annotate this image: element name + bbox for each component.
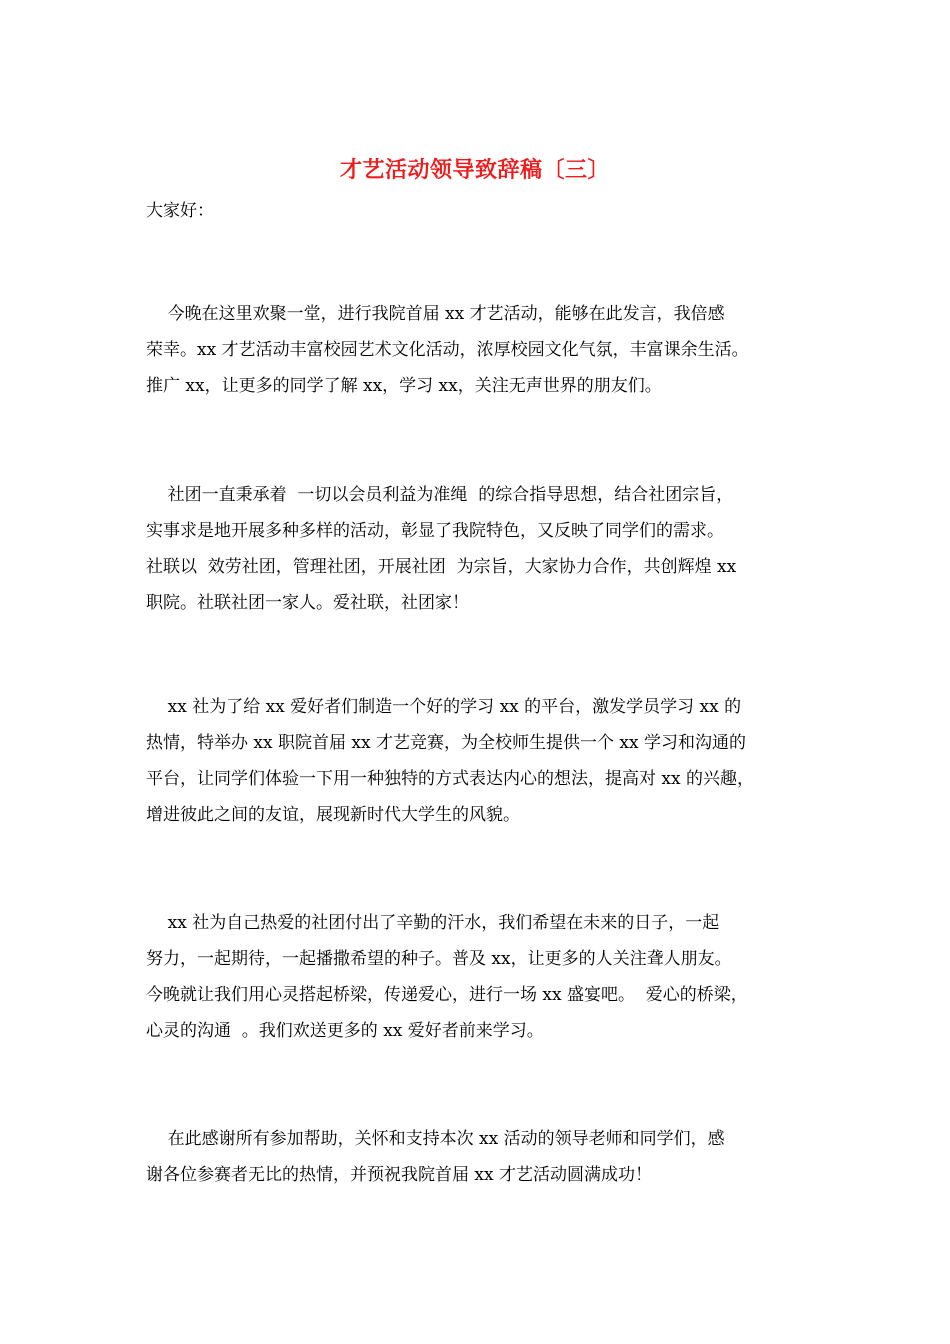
paragraph-line: 社联以 效劳社团，管理社团，开展社团 为宗旨，大家协力合作，共创辉煌 xx	[146, 557, 737, 577]
paragraph-line: 热情，特举办 xx 职院首届 xx 才艺竞赛，为全校师生提供一个 xx 学习和沟通的	[146, 733, 746, 753]
paragraph-line: 社团一直秉承着 一切以会员利益为准绳 的综合指导思想，结合社团宗旨，	[146, 485, 734, 505]
paragraph-1	[146, 296, 814, 404]
paragraph-line: 今晚就让我们用心灵搭起桥梁，传递爱心，进行一场 xx 盛宴吧。 爱心的桥梁，	[146, 985, 748, 1005]
paragraph-line: 平台，让同学们体验一下用一种独特的方式表达内心的想法，提高对 xx 的兴趣，	[146, 769, 754, 789]
document-title: 才艺活动领导致辞稿〔三〕	[339, 157, 610, 183]
greeting: 大家好：	[146, 201, 214, 221]
paragraph-line: 努力，一起期待，一起播撒希望的种子。普及 xx，让更多的人关注聋人朋友。	[146, 949, 732, 969]
paragraph-4	[146, 905, 814, 1049]
paragraph-line: xx 社为了给 xx 爱好者们制造一个好的学习 xx 的平台，激发学员学习 xx 的	[146, 697, 742, 717]
paragraph-line: 职院。社联社团一家人。爱社联，社团家！	[146, 593, 469, 613]
paragraph-line: xx 社为自己热爱的社团付出了辛勤的汗水，我们希望在未来的日子，一起	[146, 913, 720, 933]
paragraph-line: 今晚在这里欢聚一堂，进行我院首届 xx 才艺活动，能够在此发言，我倍感	[146, 304, 725, 324]
paragraph-3	[146, 689, 814, 833]
paragraph-line: 荣幸。xx 才艺活动丰富校园艺术文化活动，浓厚校园文化气氛，丰富课余生活。	[146, 340, 749, 360]
paragraph-line: 在此感谢所有参加帮助，关怀和支持本次 xx 活动的领导老师和同学们，感	[146, 1129, 725, 1149]
paragraph-line: 实事求是地开展多种多样的活动，彰显了我院特色，又反映了同学们的需求。	[146, 521, 724, 541]
paragraph-line: 谢各位参赛者无比的热情，并预祝我院首届 xx 才艺活动圆满成功！	[146, 1165, 652, 1185]
paragraph-line: 心灵的沟通 。我们欢送更多的 xx 爱好者前来学习。	[146, 1021, 544, 1041]
paragraph-line: 增进彼此之间的友谊，展现新时代大学生的风貌。	[146, 805, 520, 825]
paragraph-2	[146, 477, 814, 621]
paragraph-5	[146, 1121, 814, 1193]
paragraph-line: 推广 xx，让更多的同学了解 xx，学习 xx，关注无声世界的朋友们。	[146, 376, 662, 396]
